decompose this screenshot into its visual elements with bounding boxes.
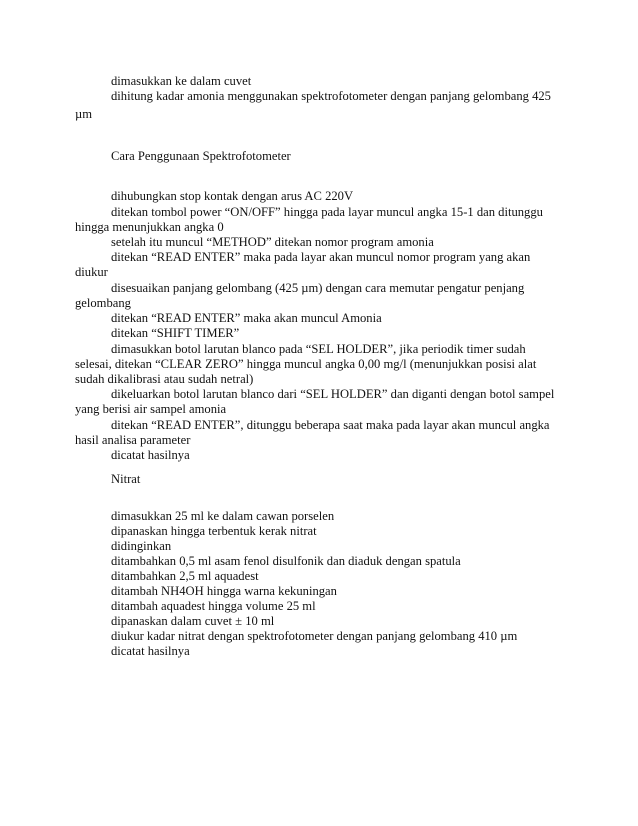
- step-line: ditambahkan 0,5 ml asam fenol disulfonik dan diaduk dengan spatula: [111, 554, 461, 568]
- section-heading: Nitrat: [111, 472, 141, 486]
- step-line: hasil analisa parameter: [75, 433, 191, 447]
- paragraph-line: dimasukkan ke dalam cuvet: [111, 74, 252, 88]
- paragraph-line: µm: [75, 107, 93, 121]
- step-line: dicatat hasilnya: [111, 448, 190, 462]
- step-line: yang berisi air sampel amonia: [75, 402, 227, 416]
- step-line: dikeluarkan botol larutan blanco dari “SEL HOLDER” dan diganti dengan botol sampel: [111, 387, 555, 401]
- step-line: didinginkan: [111, 539, 172, 553]
- step-line: ditekan tombol power “ON/OFF” hingga pada layar muncul angka 15-1 dan ditunggu: [111, 205, 543, 219]
- step-line: dipanaskan hingga terbentuk kerak nitrat: [111, 524, 317, 538]
- section-heading: Cara Penggunaan Spektrofotometer: [111, 149, 291, 163]
- step-line: sudah dikalibrasi atau sudah netral): [75, 372, 254, 386]
- step-line: gelombang: [75, 296, 131, 310]
- step-line: dihubungkan stop kontak dengan arus AC 220V: [111, 189, 354, 203]
- step-line: dicatat hasilnya: [111, 644, 190, 658]
- paragraph-line: dihitung kadar amonia menggunakan spektrofotometer dengan panjang gelombang 425: [111, 89, 551, 103]
- step-line: ditambah NH4OH hingga warna kekuningan: [111, 584, 337, 598]
- step-line: dimasukkan 25 ml ke dalam cawan porselen: [111, 509, 335, 523]
- step-line: diukur: [75, 265, 108, 279]
- step-line: ditekan “READ ENTER” maka pada layar akan muncul nomor program yang akan: [111, 250, 531, 264]
- step-line: selesai, ditekan “CLEAR ZERO” hingga muncul angka 0,00 mg/l (menunjukkan posisi alat: [75, 357, 537, 371]
- step-line: diukur kadar nitrat dengan spektrofotometer dengan panjang gelombang 410 µm: [111, 629, 518, 643]
- step-line: ditekan “READ ENTER”, ditunggu beberapa saat maka pada layar akan muncul angka: [111, 418, 550, 432]
- step-line: setelah itu muncul “METHOD” ditekan nomor program amonia: [111, 235, 434, 249]
- step-line: ditambah aquadest hingga volume 25 ml: [111, 599, 316, 613]
- step-line: ditekan “SHIFT TIMER”: [111, 326, 240, 340]
- step-line: ditambahkan 2,5 ml aquadest: [111, 569, 259, 583]
- step-line: hingga menunjukkan angka 0: [75, 220, 224, 234]
- step-line: dipanaskan dalam cuvet ± 10 ml: [111, 614, 275, 628]
- step-line: dimasukkan botol larutan blanco pada “SEL HOLDER”, jika periodik timer sudah: [111, 342, 526, 356]
- step-line: disesuaikan panjang gelombang (425 µm) dengan cara memutar pengatur penjang: [111, 281, 525, 295]
- step-line: ditekan “READ ENTER” maka akan muncul Amonia: [111, 311, 382, 325]
